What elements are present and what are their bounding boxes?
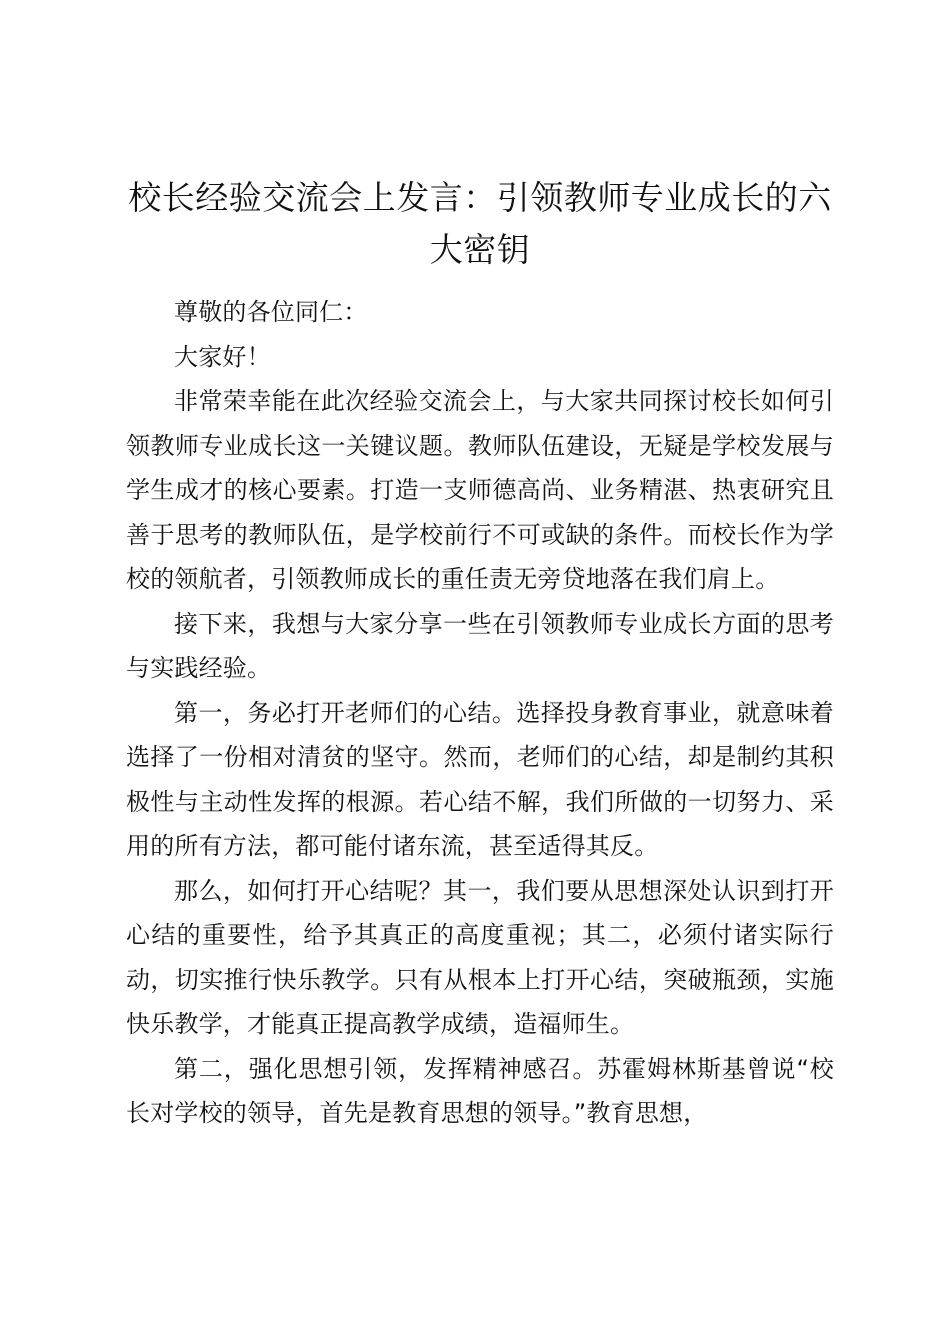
paragraph-point-one: 第一，务必打开老师们的心结。选择投身教育事业，就意味着选择了一份相对清贫的坚守。然而，老师们的心结，却是制约其积极性与主动性发挥的根源。若心结不解，我们所做的一切努力、采用的所有方法，都可能付诸东流，甚至适得其反。 <box>126 698 834 860</box>
paragraph-point-one-method: 那么，如何打开心结呢？其一，我们要从思想深处认识到打开心结的重要性，给予其真正的高度重视；其二，必须付诸实际行动，切实推行快乐教学。只有从根本上打开心结，突破瓶颈，实施快乐教学，才能真正提高教学成绩，造福师生。 <box>126 876 834 1038</box>
document-title: 校长经验交流会上发言：引领教师专业成长的六大密钥 <box>128 178 832 269</box>
paragraph-intro: 非常荣幸能在此次经验交流会上，与大家共同探讨校长如何引领教师专业成长这一关键议题。教师队伍建设，无疑是学校发展与学生成才的核心要素。打造一支师德高尚、业务精湛、热衷研究且善于思考的教师队伍，是学校前行不可或缺的条件。而校长作为学校的领航者，引领教师成长的重任责无旁贷地落在我们肩上。 <box>126 387 834 593</box>
paragraph-point-two: 第二，强化思想引领，发挥精神感召。苏霍姆林斯基曾说“校长对学校的领导，首先是教育思想的领导。”教育思想， <box>126 1054 834 1127</box>
paragraph-salutation: 尊敬的各位同仁： <box>174 298 368 326</box>
paragraph-transition: 接下来，我想与大家分享一些在引领教师专业成长方面的思考与实践经验。 <box>126 609 834 682</box>
document-body <box>126 172 834 1136</box>
paragraph-greeting: 大家好！ <box>174 342 271 371</box>
